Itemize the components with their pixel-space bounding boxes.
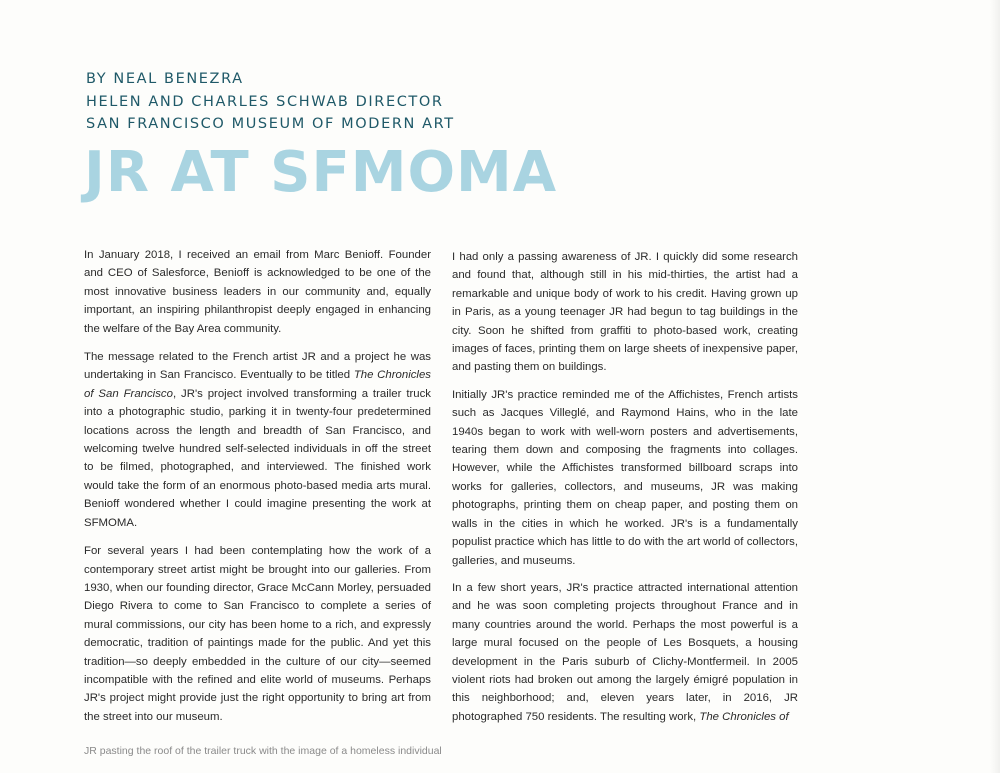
paragraph: Initially JR's practice reminded me of the Affichistes, French artists such as Jacques Villeglé, and Raymond Hains, who in the late 1940s began to work with well-worn posters and advertisements, tearing them down and composing the fragments into collages. However, while the Affichistes transformed billboard scraps into works for galleries, collectors, and museums, JR was making photographs, printing them on cheap paper, and posting them on walls in the cities in which he worked. JR's is a fundamentally populist practice which has little to do with the art world of collectors, galleries, and museums.: [452, 388, 798, 567]
byline-position: HELEN AND CHARLES SCHWAB DIRECTOR: [86, 93, 444, 110]
work-title-italic: The Chronicles of: [699, 710, 789, 723]
article-title: JR AT SFMOMA: [84, 140, 558, 205]
page-edge-shadow: [990, 0, 1000, 773]
left-column: [84, 246, 431, 736]
paragraph: The message related to the French artist JR and a project he was undertaking in San Francisco. Eventually to be titled The Chronicles of San Francisco, JR's project involved transforming a trailer truck into a photographic studio, parking it in twenty-four predetermined locations across the length and breadth of San Francisco, and welcoming twelve hundred self-selected individuals in off the street to be filmed, photographed, and interviewed. The finished work would take the form of an enormous photo-based media arts mural. Benioff wondered whether I could imagine presenting the work at SFMOMA.: [84, 351, 432, 529]
work-title-italic: The Chronicles of San Francisco: [84, 369, 431, 400]
photo-caption: JR pasting the roof of the trailer truck with the image of a homeless individual: [84, 745, 442, 757]
byline-author: BY NEAL BENEZRA: [86, 71, 244, 87]
paragraph: I had only a passing awareness of JR. I quickly did some research and found that, although still in his mid-thirties, the artist had a remarkable and unique body of work to his credit. Having grown up in Paris, as a young teenager JR had begun to tag buildings in the city. Soon he shifted from graffiti to photo-based work, creating images of faces, printing them on large sheets of inexpensive paper, and pasting them on buildings.: [452, 251, 798, 374]
byline-institution: SAN FRANCISCO MUSEUM OF MODERN ART: [86, 116, 455, 132]
right-column: [452, 248, 798, 735]
byline: [86, 68, 455, 136]
paragraph: In a few short years, JR's practice attracted international attention and he was soon completing projects throughout France and in many countries around the world. Perhaps the most powerful is a large mural focused on the people of Les Bosquets, a housing development in the Paris suburb of Clichy-Montfermeil. In 2005 violent riots had broken out among the largely émigré population in this neighborhood; and, eleven years later, in 2016, JR photographed 750 residents. The resulting work, The Chronicles of: [452, 581, 798, 723]
paragraph: For several years I had been contemplating how the work of a contemporary street artist might be brought into our galleries. From 1930, when our founding director, Grace McCann Morley, persuaded Diego Rivera to come to San Francisco to complete a series of mural commissions, our city has been home to a rich, and expressly democratic, tradition of paintings made for the public. And yet this tradition—so deeply embedded in the culture of our city—seemed incompatible with the refined and elite world of museums. Perhaps JR's project might provide just the right opportunity to bring art from the street into our museum.: [84, 545, 431, 723]
paragraph: In January 2018, I received an email from Marc Benioff. Founder and CEO of Salesforce, Benioff is acknowledged to be one of the most innovative business leaders in our community and, equally important, an inspiring philanthropist deeply engaged in enhancing the welfare of the Bay Area community.: [84, 249, 431, 335]
